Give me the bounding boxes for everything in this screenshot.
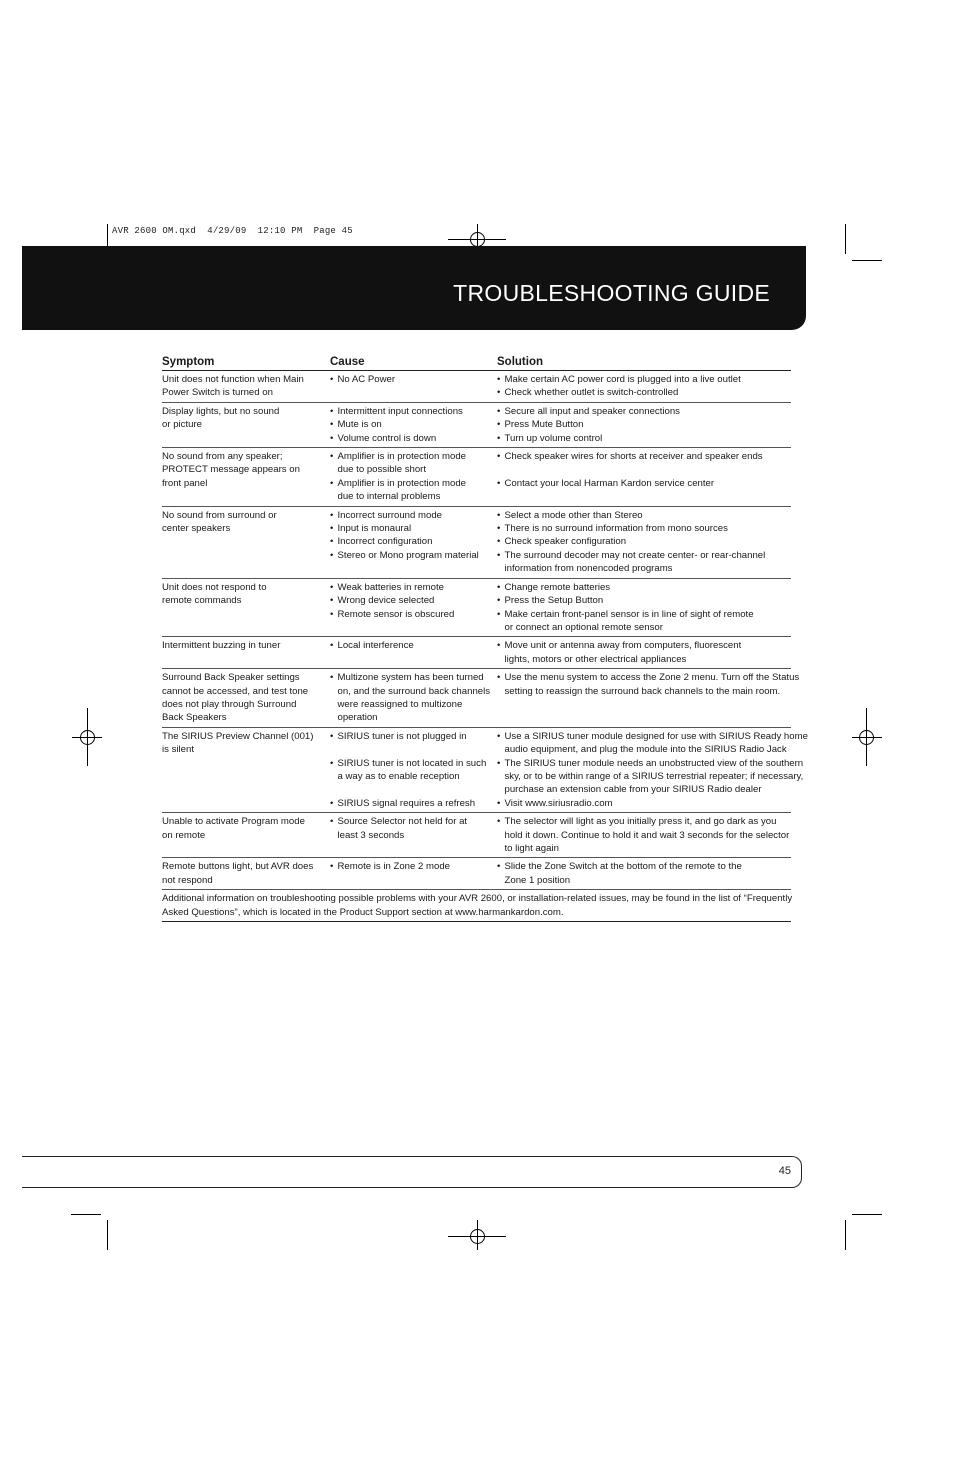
table-row: [162, 403, 791, 448]
symptom-text: Back Speakers: [162, 712, 227, 724]
symptom-text: Intermittent buzzing in tuner: [162, 640, 281, 652]
solution-cell: [497, 450, 791, 504]
crop-mark-bottom-left-vertical: [107, 1220, 108, 1250]
solution-cell: [497, 373, 791, 400]
cause-cell: [330, 639, 497, 666]
cause-bullet-item: • SIRIUS tuner is not located in such: [330, 757, 497, 770]
table-row: [162, 858, 791, 890]
symptom-text: Remote buttons light, but AVR does: [162, 861, 314, 873]
page-title: TROUBLESHOOTING GUIDE: [453, 280, 770, 306]
cause-spacer: [330, 783, 497, 796]
cause-cell: [330, 581, 497, 635]
symptom-cell: [162, 639, 330, 666]
table-row: [162, 728, 808, 813]
solution-cell: [497, 671, 800, 725]
cause-bullet-item: • Remote is in Zone 2 mode: [330, 860, 497, 873]
cause-bullet-item: • SIRIUS tuner is not plugged in: [330, 730, 497, 743]
solution-bullet-item: • The SIRIUS tuner module needs an unobstructed view of the southern: [497, 757, 791, 770]
solution-continuation: information from nonencoded programs: [504, 563, 673, 575]
symptom-text: No sound from any speaker;: [162, 451, 283, 463]
table-row: [162, 637, 791, 669]
symptom-text: or picture: [162, 419, 202, 431]
solution-continuation: audio equipment, and plug the module into the SIRIUS Radio Jack: [504, 744, 787, 756]
cause-bullet-item: • Remote sensor is obscured: [330, 608, 497, 621]
cause-cell: [330, 373, 497, 400]
cause-continuation: were reassigned to multizone: [337, 698, 463, 710]
solution-bullet-item: • Check whether outlet is switch-controlled: [497, 386, 791, 399]
header-cause: Cause: [330, 356, 365, 368]
solution-bullet-item: • Use the menu system to access the Zone 2 menu. Turn off the Status: [497, 671, 791, 684]
cause-bullet-item: • Volume control is down: [330, 432, 497, 445]
symptom-text: front panel: [162, 477, 208, 489]
cause-cell: [330, 815, 497, 855]
solution-bullet-item: • Make certain front-panel sensor is in line of sight of remote: [497, 608, 791, 621]
cause-continuation: due to possible short: [337, 464, 427, 476]
solution-bullet-item: • Check speaker configuration: [497, 535, 791, 548]
symptom-text: Display lights, but no sound: [162, 405, 280, 417]
solution-continuation: sky, or to be within range of a SIRIUS terrestrial repeater; if necessary,: [504, 770, 804, 782]
cause-cell: [330, 671, 497, 725]
solution-bullet-item: • Press the Setup Button: [497, 594, 791, 607]
crop-mark-bottom-left-horizontal: [71, 1214, 101, 1215]
cause-cell: [330, 860, 497, 887]
symptom-text: center speakers: [162, 523, 231, 535]
symptom-text: PROTECT message appears on: [162, 464, 300, 476]
solution-continuation: to light again: [504, 843, 559, 854]
solution-bullet-item: • There is no surround information from mono sources: [497, 522, 791, 535]
solution-bullet-item: • Slide the Zone Switch at the bottom of the remote to the: [497, 860, 791, 873]
cause-cell: [330, 730, 497, 810]
header-bar: [22, 246, 806, 330]
solution-bullet-item: • Make certain AC power cord is plugged into a live outlet: [497, 373, 791, 386]
cause-continuation: least 3 seconds: [337, 829, 405, 841]
solution-cell: [497, 860, 791, 887]
solution-cell: [497, 639, 791, 666]
table-row: [162, 579, 791, 638]
solution-continuation: or connect an optional remote sensor: [504, 621, 663, 633]
symptom-cell: [162, 860, 330, 887]
registration-target-right: [859, 730, 874, 745]
solution-cell: [497, 581, 791, 635]
cause-cell: [330, 450, 497, 504]
cause-bullet-item: • Wrong device selected: [330, 594, 497, 607]
cause-bullet-item: • Input is monaural: [330, 522, 497, 535]
cause-spacer: [330, 743, 497, 756]
solution-continuation: hold it down. Continue to hold it and wait 3 seconds for the selector: [504, 829, 790, 841]
table-row: [162, 813, 791, 858]
solution-bullet-item: • Move unit or antenna away from computers, fluorescent: [497, 639, 791, 652]
solution-bullet-item: • Visit www.siriusradio.com: [497, 797, 791, 810]
cause-bullet-item: • Intermittent input connections: [330, 405, 497, 418]
symptom-text: on remote: [162, 829, 206, 841]
header-symptom: Symptom: [162, 356, 215, 368]
symptom-text: Power Switch is turned on: [162, 387, 273, 399]
symptom-text: No sound from surround or: [162, 509, 277, 521]
page-number: 45: [778, 1165, 791, 1177]
solution-bullet-item: • Change remote batteries: [497, 581, 791, 594]
table-row: [162, 448, 791, 507]
table-body: [162, 371, 808, 890]
symptom-text: Surround Back Speaker settings: [162, 672, 300, 684]
print-slug: AVR 2600 OM.qxd 4/29/09 12:10 PM Page 45: [112, 226, 353, 236]
symptom-text: The SIRIUS Preview Channel (001): [162, 730, 314, 742]
cause-bullet-item: • Amplifier is in protection mode: [330, 450, 497, 463]
crop-mark-bottom-right-horizontal: [852, 1214, 882, 1215]
note-line: Additional information on troubleshooting possible problems with your AVR 2600, or installation-related issues, may be found in the list of “Frequently: [162, 893, 793, 905]
solution-cell: [497, 509, 791, 576]
cause-bullet-item: • Source Selector not held for at: [330, 815, 497, 828]
cause-cell: [330, 509, 497, 576]
cause-bullet-item: • Incorrect surround mode: [330, 509, 497, 522]
cause-continuation: due to internal problems: [337, 491, 441, 503]
troubleshooting-table: [162, 354, 808, 922]
cause-continuation: a way as to enable reception: [337, 770, 460, 782]
footer-frame: [22, 1156, 802, 1188]
cause-bullet-item: • No AC Power: [330, 373, 497, 386]
header-solution: Solution: [497, 356, 543, 368]
symptom-cell: [162, 450, 330, 504]
solution-continuation: lights, motors or other electrical appliances: [504, 653, 687, 665]
solution-bullet-item: • The selector will light as you initially press it, and go dark as you: [497, 815, 791, 828]
registration-target-left: [80, 730, 95, 745]
symptom-cell: [162, 730, 330, 810]
cause-continuation: operation: [337, 712, 378, 724]
symptom-cell: [162, 405, 330, 445]
table-row: [162, 669, 800, 728]
solution-bullet-item: • Secure all input and speaker connections: [497, 405, 791, 418]
solution-cell: [497, 730, 808, 810]
cause-bullet-item: • Weak batteries in remote: [330, 581, 497, 594]
cause-bullet-item: • Multizone system has been turned: [330, 671, 497, 684]
solution-cell: [497, 405, 791, 445]
note-line: Asked Questions”, which is located in the Product Support section at www.harmankardon.com.: [162, 906, 564, 918]
cause-bullet-item: • SIRIUS signal requires a refresh: [330, 797, 497, 810]
symptom-cell: [162, 373, 330, 400]
solution-spacer: [497, 463, 791, 476]
additional-information-note: [162, 890, 791, 922]
table-row: [162, 507, 791, 579]
symptom-text: is silent: [162, 744, 194, 756]
table-header-row: [162, 354, 791, 371]
crop-mark-top-right-horizontal: [852, 260, 882, 261]
symptom-text: remote commands: [162, 595, 242, 607]
symptom-text: cannot be accessed, and test tone: [162, 685, 309, 697]
symptom-cell: [162, 581, 330, 635]
crop-mark-bottom-right-vertical: [845, 1220, 846, 1250]
crop-mark-top-right-vertical: [845, 224, 846, 254]
symptom-cell: [162, 815, 330, 855]
cause-continuation: on, and the surround back channels: [337, 685, 491, 697]
symptom-text: Unable to activate Program mode: [162, 816, 305, 828]
table-row: [162, 371, 791, 403]
cause-bullet-item: • Stereo or Mono program material: [330, 549, 497, 562]
symptom-text: Unit does not function when Main: [162, 374, 304, 385]
solution-bullet-item: • Select a mode other than Stereo: [497, 509, 791, 522]
solution-bullet-item: • Use a SIRIUS tuner module designed for use with SIRIUS Ready home: [497, 730, 791, 743]
cause-bullet-item: • Mute is on: [330, 418, 497, 431]
cause-bullet-item: • Local interference: [330, 639, 497, 652]
solution-bullet-item: • The surround decoder may not create center- or rear-channel: [497, 549, 791, 562]
symptom-text: not respond: [162, 874, 213, 886]
registration-target-bottom: [470, 1229, 485, 1244]
solution-bullet-item: • Check speaker wires for shorts at receiver and speaker ends: [497, 450, 791, 463]
solution-continuation: purchase an extension cable from your SIRIUS Radio dealer: [504, 784, 762, 796]
cause-cell: [330, 405, 497, 445]
solution-bullet-item: • Press Mute Button: [497, 418, 791, 431]
symptom-cell: [162, 509, 330, 576]
symptom-text: does not play through Surround: [162, 698, 297, 710]
symptom-text: Unit does not respond to: [162, 581, 267, 593]
solution-continuation: setting to reassign the surround back channels to the main room.: [504, 685, 781, 697]
cause-bullet-item: • Incorrect configuration: [330, 535, 497, 548]
solution-continuation: Zone 1 position: [504, 874, 571, 886]
cause-bullet-item: • Amplifier is in protection mode: [330, 477, 497, 490]
registration-target-top: [470, 232, 485, 247]
symptom-cell: [162, 671, 330, 725]
solution-bullet-item: • Contact your local Harman Kardon service center: [497, 477, 791, 490]
solution-bullet-item: • Turn up volume control: [497, 432, 791, 445]
solution-cell: [497, 815, 791, 855]
